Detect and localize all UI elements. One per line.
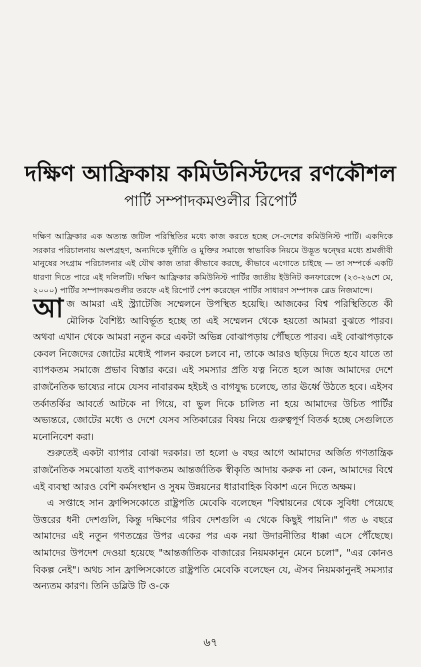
article-body: [33, 294, 393, 596]
article-subtitle: পার্টি সম্পাদকমণ্ডলীর রিপোর্ট: [124, 192, 297, 210]
body-paragraph-1: আজ আমরা এই স্ট্র্যাটেজি সম্মেলনে উপস্থিত হয়েছি। আজকের বিশ্ব পরিস্থিতিতে কী মৌলিক বৈশিষ্ট্য আবির্ভূত হচ্ছে তা এই সম্মেলন থেকে হয়তো আমরা বুঝতে পারব। অথবা এখান থেকে আমরা নতুন করে একটা অভিন্ন বোঝাপড়ায় পৌঁছতে পারব। এই বোঝাপড়াকে কেবল নিজেদের জোটের মধ্যেই পালন করলে চলবে না, তাকে আরও ছড়িয়ে দিতে হবে যাতে তা ব্যাপকতম সমাজে প্রভাব বিস্তার করে। এই সমস্যার প্রতি যত্ন নিতে হলে আজ আমাদের দেশে রাজনৈতিক ভাষ্যের নামে যেসব নাবারকম হইচই ও বাগযুদ্ধ চলেছে, তার ঊর্ধ্বে উঠতে হবে। এইসব তর্কাতর্কির আবর্তে আটকে না গিয়ে, বা ভুল দিকে চালিত না হয়ে আমাদের উচিত পার্টির অভ্যন্তরে, জোটের মধ্যে ও দেশে যেসব সতিকারের বিষয় নিয়ে গুরুত্বপূর্ণ বিতর্ক হচ্ছে সেগুলিতে মনোনিবেশ করা।: [33, 294, 393, 443]
body-paragraph-3: এ সপ্তাহে সান ফ্রান্সিসকোতে রাষ্ট্রপতি মেবেকি বলেছেন "বিশ্বায়নের থেকে সুবিধা পেয়েছে উত্তরের ধনী দেশগুলি, কিন্তু দক্ষিণের গরিব দেশগুলি এ থেকে কিছুই পায়নি।" গত ৬ বছরে আমাদের এই নতুন গণতন্ত্রের উপর একের পর এক নয়া উদারনীতির ধাক্কা এসে পৌঁছেছে। আমাদের উপদেশ দেওয়া হয়েছে "আন্তর্জাতিক বাজারের নিয়মকানুন মেনে চলো", "এর কোনও বিকল্প নেই"। অথচ সান ফ্রান্সিসকোতে রাষ্ট্রপতি মেবেকি বলেছেন যে, ঐসব নিয়মকানুনই সমস্যার অন্যতম কারণ। তিনি ডব্লিউ টি ও-কে: [33, 498, 393, 593]
article-abstract: দক্ষিণ আফ্রিকার এক অত্যন্ত জটিল পরিস্থিতির মধ্যে কাজ করতে হচ্ছে সে-দেশের কমিউনিস্ট পার্টি। একদিকে সরকার পরিচালনায় অংশগ্রহণ, অন্যদিকে দুর্নীতি ও মুক্তির সমাজে স্বাভাবিক নিয়মে উদ্ভূত দ্বন্দ্বের মধ্যে শ্রমজীবী মানুষের সংগ্রাম পরিচালনার এই যৌথ কাজ তারা কীভাবে করছে, কীভাবে এগোতে চাইছে — তা সম্পর্কে একটি ধারণা দিতে পারে এই দলিলটি। দক্ষিণ আফ্রিকার কমিউনিস্ট পার্টির জাতীয় ইউনিট কনফারেন্সে (২৩-২৬শে মে, ২০০০) পার্টির সম্পাদকমণ্ডলীর তরফে এই রিপোর্ট পেশ করেছেন পার্টির সাধারণ সম্পাদক ব্লেড নিজমান্দে।: [33, 231, 393, 296]
page-number: ৬৭: [203, 636, 218, 649]
article-title: দক্ষিণ আফ্রিকায় কমিউনিস্টদের রণকৌশল: [24, 162, 397, 187]
body-paragraph-2: শুরুতেই একটা ব্যাপার বোঝা দরকার। তা হলো ৬ বছর আগে আমাদের অর্জিত গণতান্ত্রিক রাজনৈতিক সমঝোতা যতই ব্যাপকতম আন্তর্জাতিক স্বীকৃতি আদায় করুক না কেন, আমাদের বিশ্বে এই ব্যবস্থা আরও বেশি কর্মসংস্থান ও সুষম উন্নয়নের ধারাবাহিক বিকাশ এনে দিতে অক্ষম।: [33, 448, 393, 493]
